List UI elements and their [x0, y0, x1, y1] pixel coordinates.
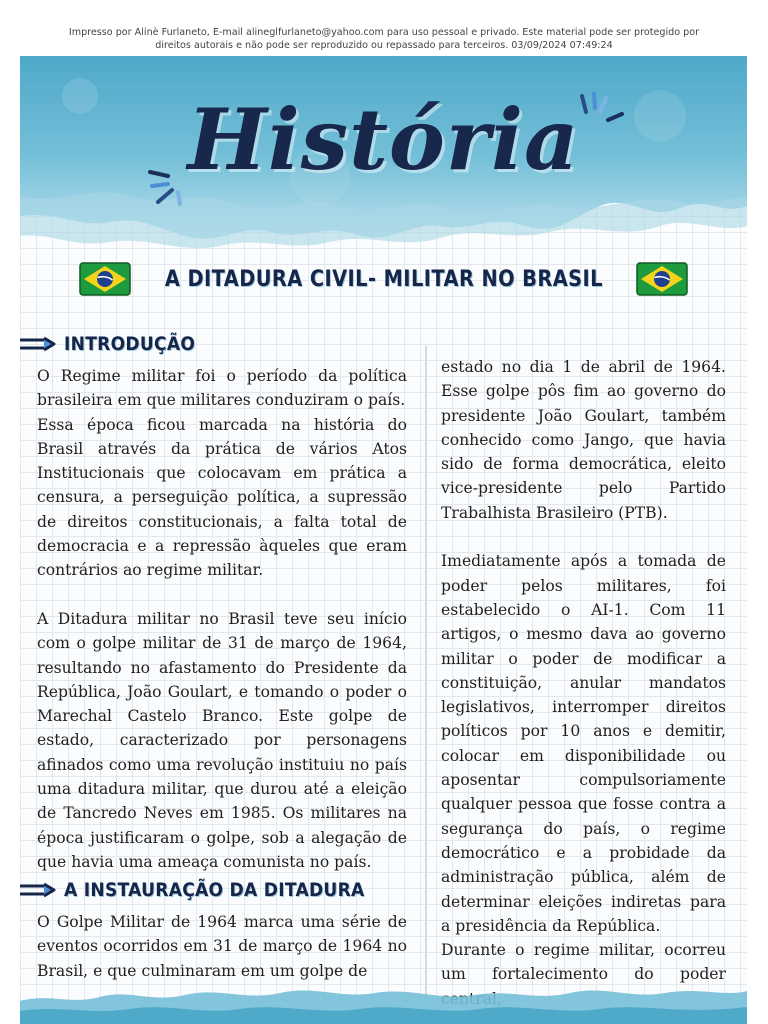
document-page	[20, 56, 747, 1024]
paragraph: O Golpe Militar de 1964 marca uma série de eventos ocorridos em 31 de março de 1964 no Brasil, e que culminaram em um golpe de	[37, 913, 407, 980]
right-column	[441, 355, 726, 1011]
print-notice-line-1: Impresso por Alinè Furlaneto, E-mail alineglfurlaneto@yahoo.com para uso pessoal e privado. Este material pode ser protegido por	[68, 27, 700, 38]
double-arrow-right-icon	[20, 336, 56, 352]
subtitle-row	[20, 259, 747, 299]
footer-watercolor	[20, 971, 747, 1024]
print-notice	[20, 27, 748, 52]
paragraph: Durante o regime militar, ocorreu um fortalecimento do poder	[441, 941, 726, 984]
left-column-top	[37, 364, 407, 874]
section-heading-instauracao	[20, 879, 398, 901]
spark-lines-left-icon	[148, 168, 194, 208]
print-notice-line-2: direitos autorais e não pode ser reproduzido ou repassado para terceiros. 03/09/2024 07:49:24	[155, 39, 613, 51]
paragraph: O Regime militar foi o período da política brasileira em que militares conduziram o país.	[37, 367, 407, 410]
paragraph: estado no dia 1 de abril de 1964. Esse golpe pôs fim ao governo do presidente João Goulart, também conhecido como Jango, que havia sido de forma democrática, eleito vice-presidente pelo Partido Trabalhista Brasileiro (PTB).	[441, 358, 726, 522]
paragraph: Imediatamente após a tomada de poder pelos militares, foi estabelecido o AI-1. Com 11 artigos, o mesmo dava ao governo militar o poder de modificar a constituição, anular mandatos legislativos, interromper direitos políticos por 10 anos e demitir, colocar em disponibilidade ou aposentar compulsoriamente qualquer pessoa que fosse contra a segurança do país, o regime democrático e a probidade da administração pública, além de determinar eleições indiretas para a presidência da República.	[441, 552, 726, 935]
spark-lines-right-icon	[576, 92, 626, 132]
page-title: História	[187, 90, 580, 189]
paragraph: A Ditadura militar no Brasil teve seu início com o golpe militar de 31 de março de 1964, resultando no afastamento do Presidente da República, João Goulart, e tomando o poder o Marechal Castelo Branco. Este golpe de estado, caracterizado por personagens afinados como uma revolução instituiu no país uma ditadura militar, que durou até a eleição de Tancredo Neves em 1985. Os militares na época justificaram o golpe, sob a alegação de que havia uma ameaça comunista no país.	[37, 609, 407, 871]
section-heading-introducao	[20, 333, 210, 355]
paragraph: Essa época ficou marcada na história do Brasil através da prática de vários Atos Institucionais que colocavam em prática a censura, a perseguição política, a supressão de direitos constitucionais, a falta total de democracia e a repressão àqueles que eram contrários ao regime militar.	[37, 415, 407, 580]
brazil-flag-icon	[79, 262, 131, 296]
footer-watercolor-shape	[20, 971, 747, 1024]
column-divider	[425, 346, 427, 1006]
section-heading-label: A INSTAURAÇÃO DA DITADURA	[64, 879, 365, 901]
page-subtitle: A DITADURA CIVIL- MILITAR NO BRASIL	[164, 266, 603, 292]
section-heading-label: INTRODUÇÃO	[64, 333, 196, 355]
brazil-flag-icon	[636, 262, 688, 296]
double-arrow-right-icon	[20, 882, 56, 898]
